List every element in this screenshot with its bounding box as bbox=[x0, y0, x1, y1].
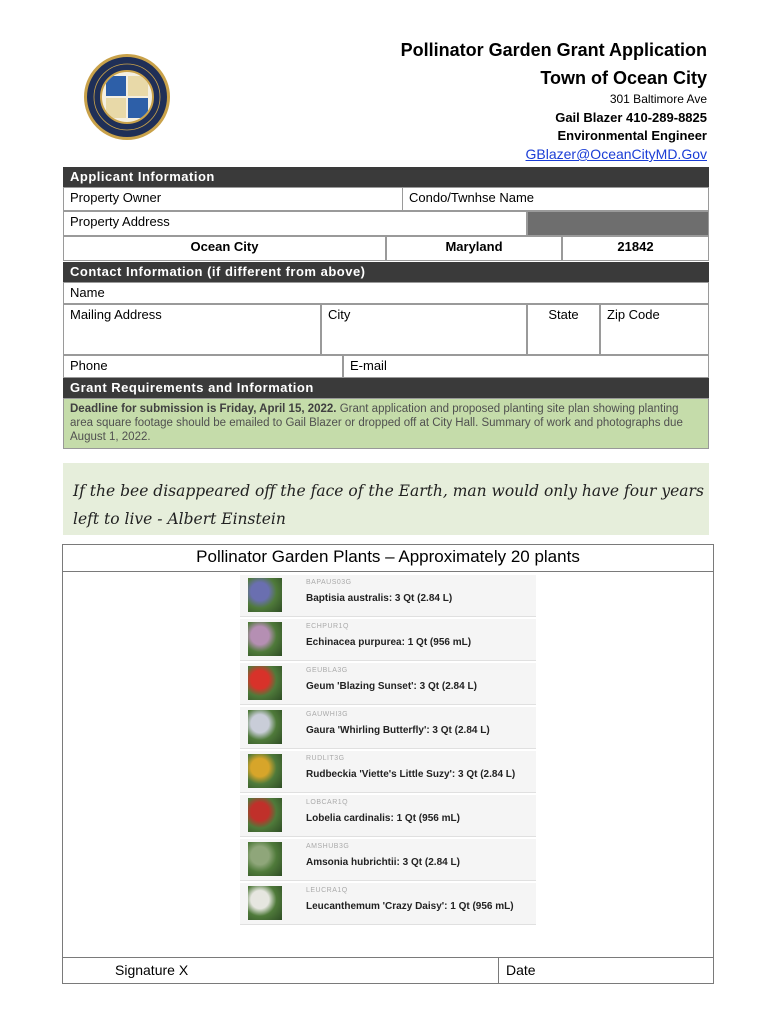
quote-line-1: If the bee disappeared off the face of the Earth, man would only have four years bbox=[73, 482, 704, 500]
property-state-value: Maryland bbox=[386, 236, 562, 261]
property-owner-field[interactable] bbox=[63, 187, 403, 211]
seal-shield-icon bbox=[100, 70, 154, 124]
contact-name-phone: Gail Blazer 410-289-8825 bbox=[555, 110, 707, 125]
email-label: E-mail bbox=[350, 358, 387, 373]
grant-section-header: Grant Requirements and Information bbox=[63, 378, 709, 398]
contact-state-field[interactable] bbox=[527, 304, 600, 355]
quote-line-2: left to live - Albert Einstein bbox=[73, 510, 286, 528]
plant-item bbox=[240, 751, 536, 793]
plant-name: Lobelia cardinalis: 1 Qt (956 mL) bbox=[306, 813, 460, 824]
plant-thumbnail-icon bbox=[248, 666, 282, 700]
plant-item bbox=[240, 619, 536, 661]
plant-name: Rudbeckia 'Viette's Little Suzy': 3 Qt (2.84 L) bbox=[306, 769, 516, 780]
town-name: Town of Ocean City bbox=[540, 68, 707, 88]
contact-name-field[interactable] bbox=[63, 282, 709, 304]
contact-name-label: Name bbox=[70, 285, 105, 300]
plant-thumbnail-icon bbox=[248, 578, 282, 612]
plant-thumbnail-icon bbox=[248, 886, 282, 920]
plant-sku: RUDLIT3G bbox=[306, 755, 345, 762]
plant-sku: GAUWHI3G bbox=[306, 711, 349, 718]
applicant-section-header: Applicant Information bbox=[63, 167, 709, 187]
property-city-value: Ocean City bbox=[63, 236, 386, 261]
signature-divider bbox=[62, 957, 714, 958]
plant-item bbox=[240, 883, 536, 925]
town-seal-logo bbox=[84, 54, 170, 140]
contact-state-label: State bbox=[548, 307, 579, 322]
signature-field[interactable]: Signature X bbox=[115, 962, 189, 978]
condo-name-field[interactable] bbox=[402, 187, 709, 211]
contact-zip-field[interactable] bbox=[600, 304, 709, 355]
plant-thumbnail-icon bbox=[248, 798, 282, 832]
property-address-label: Property Address bbox=[70, 214, 170, 229]
plant-sku: BAPAUS03G bbox=[306, 579, 352, 586]
plant-thumbnail-icon bbox=[248, 622, 282, 656]
plant-item bbox=[240, 707, 536, 749]
plants-divider bbox=[62, 571, 714, 572]
plant-item bbox=[240, 663, 536, 705]
plant-item bbox=[240, 575, 536, 617]
plant-sku: LEUCRA1Q bbox=[306, 887, 348, 894]
plant-item bbox=[240, 839, 536, 881]
contact-zip-label: Zip Code bbox=[607, 307, 660, 322]
plant-thumbnail-icon bbox=[248, 842, 282, 876]
date-field[interactable]: Date bbox=[506, 962, 536, 978]
property-owner-label: Property Owner bbox=[70, 190, 162, 205]
plants-title: Pollinator Garden Plants – Approximately 20 plants bbox=[196, 547, 580, 566]
form-title: Pollinator Garden Grant Application bbox=[400, 40, 707, 60]
plant-sku: ECHPUR1Q bbox=[306, 623, 349, 630]
plant-thumbnail-icon bbox=[248, 710, 282, 744]
contact-email-link[interactable]: GBlazer@OceanCityMD.Gov bbox=[525, 146, 707, 162]
deadline-bold-text: Deadline for submission is Friday, April 15, 2022. bbox=[70, 403, 337, 415]
plant-sku: AMSHUB3G bbox=[306, 843, 350, 850]
signature-date-divider bbox=[498, 957, 499, 984]
condo-name-label: Condo/Twnhse Name bbox=[409, 190, 535, 205]
contact-section-header: Contact Information (if different from above) bbox=[63, 262, 709, 282]
address-filler-block bbox=[527, 211, 709, 236]
mailing-address-label: Mailing Address bbox=[70, 307, 162, 322]
mailing-address-field[interactable] bbox=[63, 304, 321, 355]
contact-city-label: City bbox=[328, 307, 351, 322]
deadline-body-text: Grant application and proposed planting site plan showing planting area square footage should be emailed to Gail Blazer or dropped off at City Hall. Summary of work and photographs due August 1, 2022. bbox=[70, 403, 683, 443]
plant-name: Amsonia hubrichtii: 3 Qt (2.84 L) bbox=[306, 857, 460, 868]
plant-thumbnail-icon bbox=[248, 754, 282, 788]
property-zip-value: 21842 bbox=[562, 236, 709, 261]
deadline-notice bbox=[63, 398, 709, 449]
plant-sku: LOBCAR1Q bbox=[306, 799, 349, 806]
plant-sku: GEUBLA3G bbox=[306, 667, 348, 674]
contact-role: Environmental Engineer bbox=[557, 128, 707, 143]
plant-name: Gaura 'Whirling Butterfly': 3 Qt (2.84 L) bbox=[306, 725, 490, 736]
town-address: 301 Baltimore Ave bbox=[609, 92, 707, 106]
phone-label: Phone bbox=[70, 358, 108, 373]
einstein-quote bbox=[63, 463, 709, 535]
plant-item bbox=[240, 795, 536, 837]
phone-field[interactable] bbox=[63, 355, 343, 378]
plant-name: Baptisia australis: 3 Qt (2.84 L) bbox=[306, 593, 453, 604]
email-field[interactable] bbox=[343, 355, 709, 378]
contact-city-field[interactable] bbox=[321, 304, 527, 355]
plant-name: Geum 'Blazing Sunset': 3 Qt (2.84 L) bbox=[306, 681, 477, 692]
plant-name: Echinacea purpurea: 1 Qt (956 mL) bbox=[306, 637, 472, 648]
property-address-field[interactable] bbox=[63, 211, 527, 236]
plant-name: Leucanthemum 'Crazy Daisy': 1 Qt (956 mL) bbox=[306, 901, 514, 912]
